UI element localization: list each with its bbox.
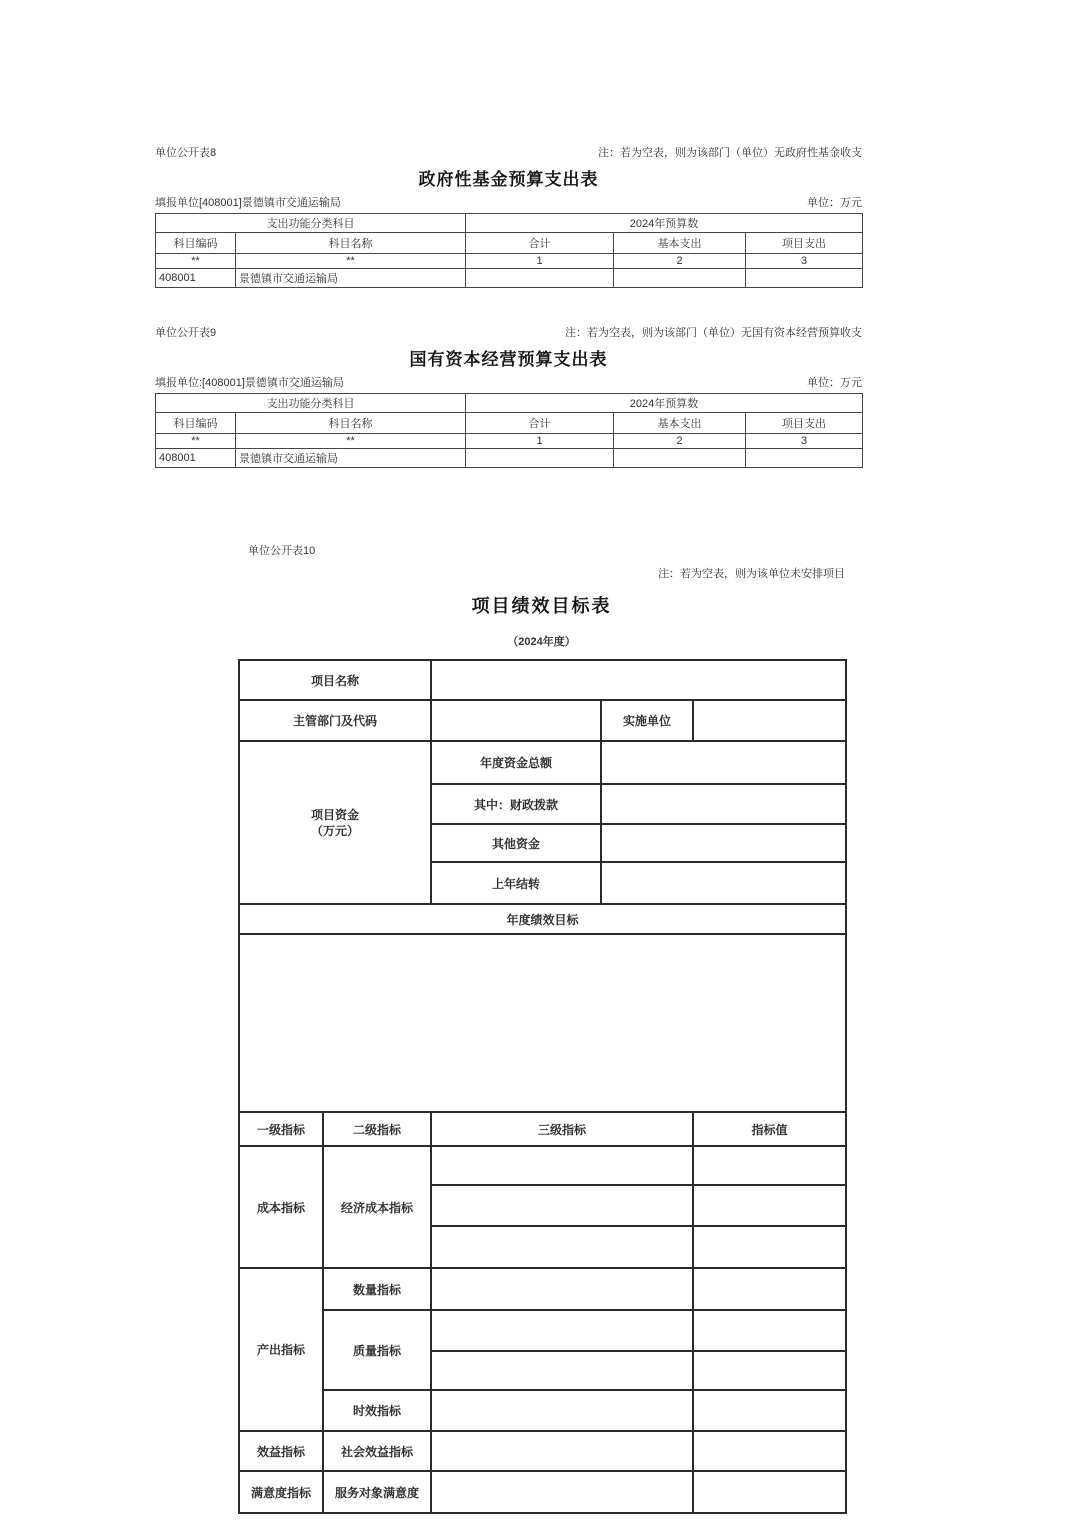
- satisfaction-indicator-label: 满意度指标: [239, 1471, 323, 1513]
- performance-section: [238, 545, 845, 1514]
- table-row: [239, 1268, 846, 1310]
- project-name-label: 项目名称: [239, 660, 431, 700]
- unit-label: 单位：万元: [807, 377, 862, 389]
- state-capital-meta-top: [155, 326, 862, 340]
- other-funds-label: 其他资金: [431, 824, 601, 862]
- table-row: [156, 434, 863, 449]
- marker-cell: **: [236, 254, 466, 269]
- indicator-value-cell: [693, 1185, 846, 1226]
- basic-cell: [614, 449, 746, 468]
- total-cell: [466, 449, 614, 468]
- unit-label: 单位：万元: [807, 197, 862, 209]
- cost-indicator-label: 成本指标: [239, 1146, 323, 1268]
- page-title: 项目绩效目标表: [471, 596, 612, 616]
- table-row: [239, 700, 846, 741]
- indicator-cell: [431, 1146, 693, 1185]
- col-header: 项目支出: [746, 233, 863, 254]
- carryover-value-cell: [601, 862, 846, 904]
- table-row: [239, 1112, 846, 1146]
- basic-cell: [614, 269, 746, 288]
- table-row: [156, 254, 863, 269]
- indicator-header-level1: 一级指标: [239, 1112, 323, 1146]
- fiscal-allocation-value-cell: [601, 784, 846, 824]
- implementing-unit-label: 实施单位: [601, 700, 693, 741]
- table-row: [156, 449, 863, 468]
- department-code-value-cell: [431, 700, 601, 741]
- indicator-value-cell: [693, 1268, 846, 1310]
- annual-total-label: 年度资金总额: [431, 741, 601, 784]
- page-title: 国有资本经营预算支出表: [409, 350, 608, 369]
- project-cell: [746, 269, 863, 288]
- indicator-header-level3: 三级指标: [431, 1112, 693, 1146]
- group-header-function: 支出功能分类科目: [156, 214, 466, 233]
- page-title: 政府性基金预算支出表: [418, 170, 599, 189]
- marker-cell: **: [156, 254, 236, 269]
- marker-cell: 1: [466, 434, 614, 449]
- indicator-value-cell: [693, 1310, 846, 1351]
- subject-name-cell: 景德镇市交通运输局: [236, 269, 466, 288]
- table-note: 注：若为空表，则为该部门（单位）无政府性基金收支: [598, 147, 862, 159]
- table-row: [156, 394, 863, 413]
- indicator-value-cell: [693, 1351, 846, 1390]
- table-row: [239, 660, 846, 700]
- indicator-cell: [431, 1185, 693, 1226]
- quality-indicator-label: 质量指标: [323, 1310, 431, 1390]
- carryover-label: 上年结转: [431, 862, 601, 904]
- marker-cell: 3: [746, 434, 863, 449]
- state-capital-table: [155, 393, 863, 468]
- output-indicator-label: 产出指标: [239, 1268, 323, 1431]
- table-row: [239, 934, 846, 1112]
- table-row: [239, 1471, 846, 1513]
- state-capital-meta-sub: [155, 376, 862, 390]
- marker-cell: 1: [466, 254, 614, 269]
- gov-fund-table: [155, 213, 863, 288]
- table-row: [156, 233, 863, 254]
- annual-total-value-cell: [601, 741, 846, 784]
- sheet-label: 单位公开表8: [155, 147, 217, 159]
- col-header: 项目支出: [746, 413, 863, 434]
- col-header: 科目名称: [236, 233, 466, 254]
- department-code-label: 主管部门及代码: [239, 700, 431, 741]
- table-row: [239, 1431, 846, 1471]
- gov-fund-meta-sub: [155, 196, 862, 210]
- indicator-cell: [431, 1268, 693, 1310]
- economic-cost-indicator-label: 经济成本指标: [323, 1146, 431, 1268]
- gov-fund-meta-top: [155, 146, 862, 160]
- gov-fund-section: [155, 146, 862, 288]
- service-satisfaction-label: 服务对象满意度: [323, 1471, 431, 1513]
- col-header: 合计: [466, 233, 614, 254]
- other-funds-value-cell: [601, 824, 846, 862]
- marker-cell: **: [236, 434, 466, 449]
- group-header-function: 支出功能分类科目: [156, 394, 466, 413]
- table-row: [239, 741, 846, 784]
- fiscal-allocation-label: 其中：财政拨款: [431, 784, 601, 824]
- subject-name-cell: 景德镇市交通运输局: [236, 449, 466, 468]
- table-row: [239, 1390, 846, 1431]
- indicator-cell: [431, 1471, 693, 1513]
- project-name-value-cell: [431, 660, 846, 700]
- reporting-unit: 填报单位[408001]景德镇市交通运输局: [155, 197, 341, 209]
- implementing-unit-value-cell: [693, 700, 846, 741]
- subject-code-cell: 408001: [156, 269, 236, 288]
- performance-table: [238, 659, 847, 1514]
- reporting-unit: 填报单位:[408001]景德镇市交通运输局: [155, 377, 344, 389]
- table-row: [239, 1310, 846, 1351]
- table-note: 注：若为空表，则为该部门（单位）无国有资本经营预算收支: [565, 327, 862, 339]
- marker-cell: 3: [746, 254, 863, 269]
- table-row: [239, 904, 846, 934]
- col-header: 科目编码: [156, 233, 236, 254]
- group-header-budget: 2024年预算数: [466, 214, 863, 233]
- annual-target-value-cell: [239, 934, 846, 1112]
- page-subtitle: （2024年度）: [507, 636, 576, 648]
- project-funds-line1: 项目资金: [311, 807, 360, 822]
- col-header: 基本支出: [614, 413, 746, 434]
- marker-cell: 2: [614, 434, 746, 449]
- table-row: [156, 214, 863, 233]
- table-row: [156, 413, 863, 434]
- indicator-cell: [431, 1310, 693, 1351]
- table-note: 注：若为空表，则为该单位未安排项目: [658, 568, 845, 580]
- marker-cell: **: [156, 434, 236, 449]
- sheet-label: 单位公开表10: [248, 545, 316, 557]
- col-header: 合计: [466, 413, 614, 434]
- subject-code-cell: 408001: [156, 449, 236, 468]
- social-benefit-indicator-label: 社会效益指标: [323, 1431, 431, 1471]
- sheet-label: 单位公开表9: [155, 327, 217, 339]
- state-capital-section: [155, 326, 862, 468]
- indicator-header-level2: 二级指标: [323, 1112, 431, 1146]
- indicator-value-cell: [693, 1431, 846, 1471]
- indicator-value-cell: [693, 1471, 846, 1513]
- project-funds-label: [239, 741, 431, 904]
- table-row: [239, 1146, 846, 1185]
- indicator-cell: [431, 1351, 693, 1390]
- col-header: 科目编码: [156, 413, 236, 434]
- indicator-value-cell: [693, 1146, 846, 1185]
- annual-target-header: 年度绩效目标: [239, 904, 846, 934]
- table-row: [156, 269, 863, 288]
- col-header: 科目名称: [236, 413, 466, 434]
- indicator-header-value: 指标值: [693, 1112, 846, 1146]
- indicator-cell: [431, 1431, 693, 1471]
- indicator-value-cell: [693, 1226, 846, 1268]
- total-cell: [466, 269, 614, 288]
- group-header-budget: 2024年预算数: [466, 394, 863, 413]
- col-header: 基本支出: [614, 233, 746, 254]
- indicator-value-cell: [693, 1390, 846, 1431]
- benefit-indicator-label: 效益指标: [239, 1431, 323, 1471]
- quantity-indicator-label: 数量指标: [323, 1268, 431, 1310]
- project-funds-line2: （万元）: [311, 823, 360, 838]
- timeliness-indicator-label: 时效指标: [323, 1390, 431, 1431]
- marker-cell: 2: [614, 254, 746, 269]
- project-cell: [746, 449, 863, 468]
- indicator-cell: [431, 1226, 693, 1268]
- indicator-cell: [431, 1390, 693, 1431]
